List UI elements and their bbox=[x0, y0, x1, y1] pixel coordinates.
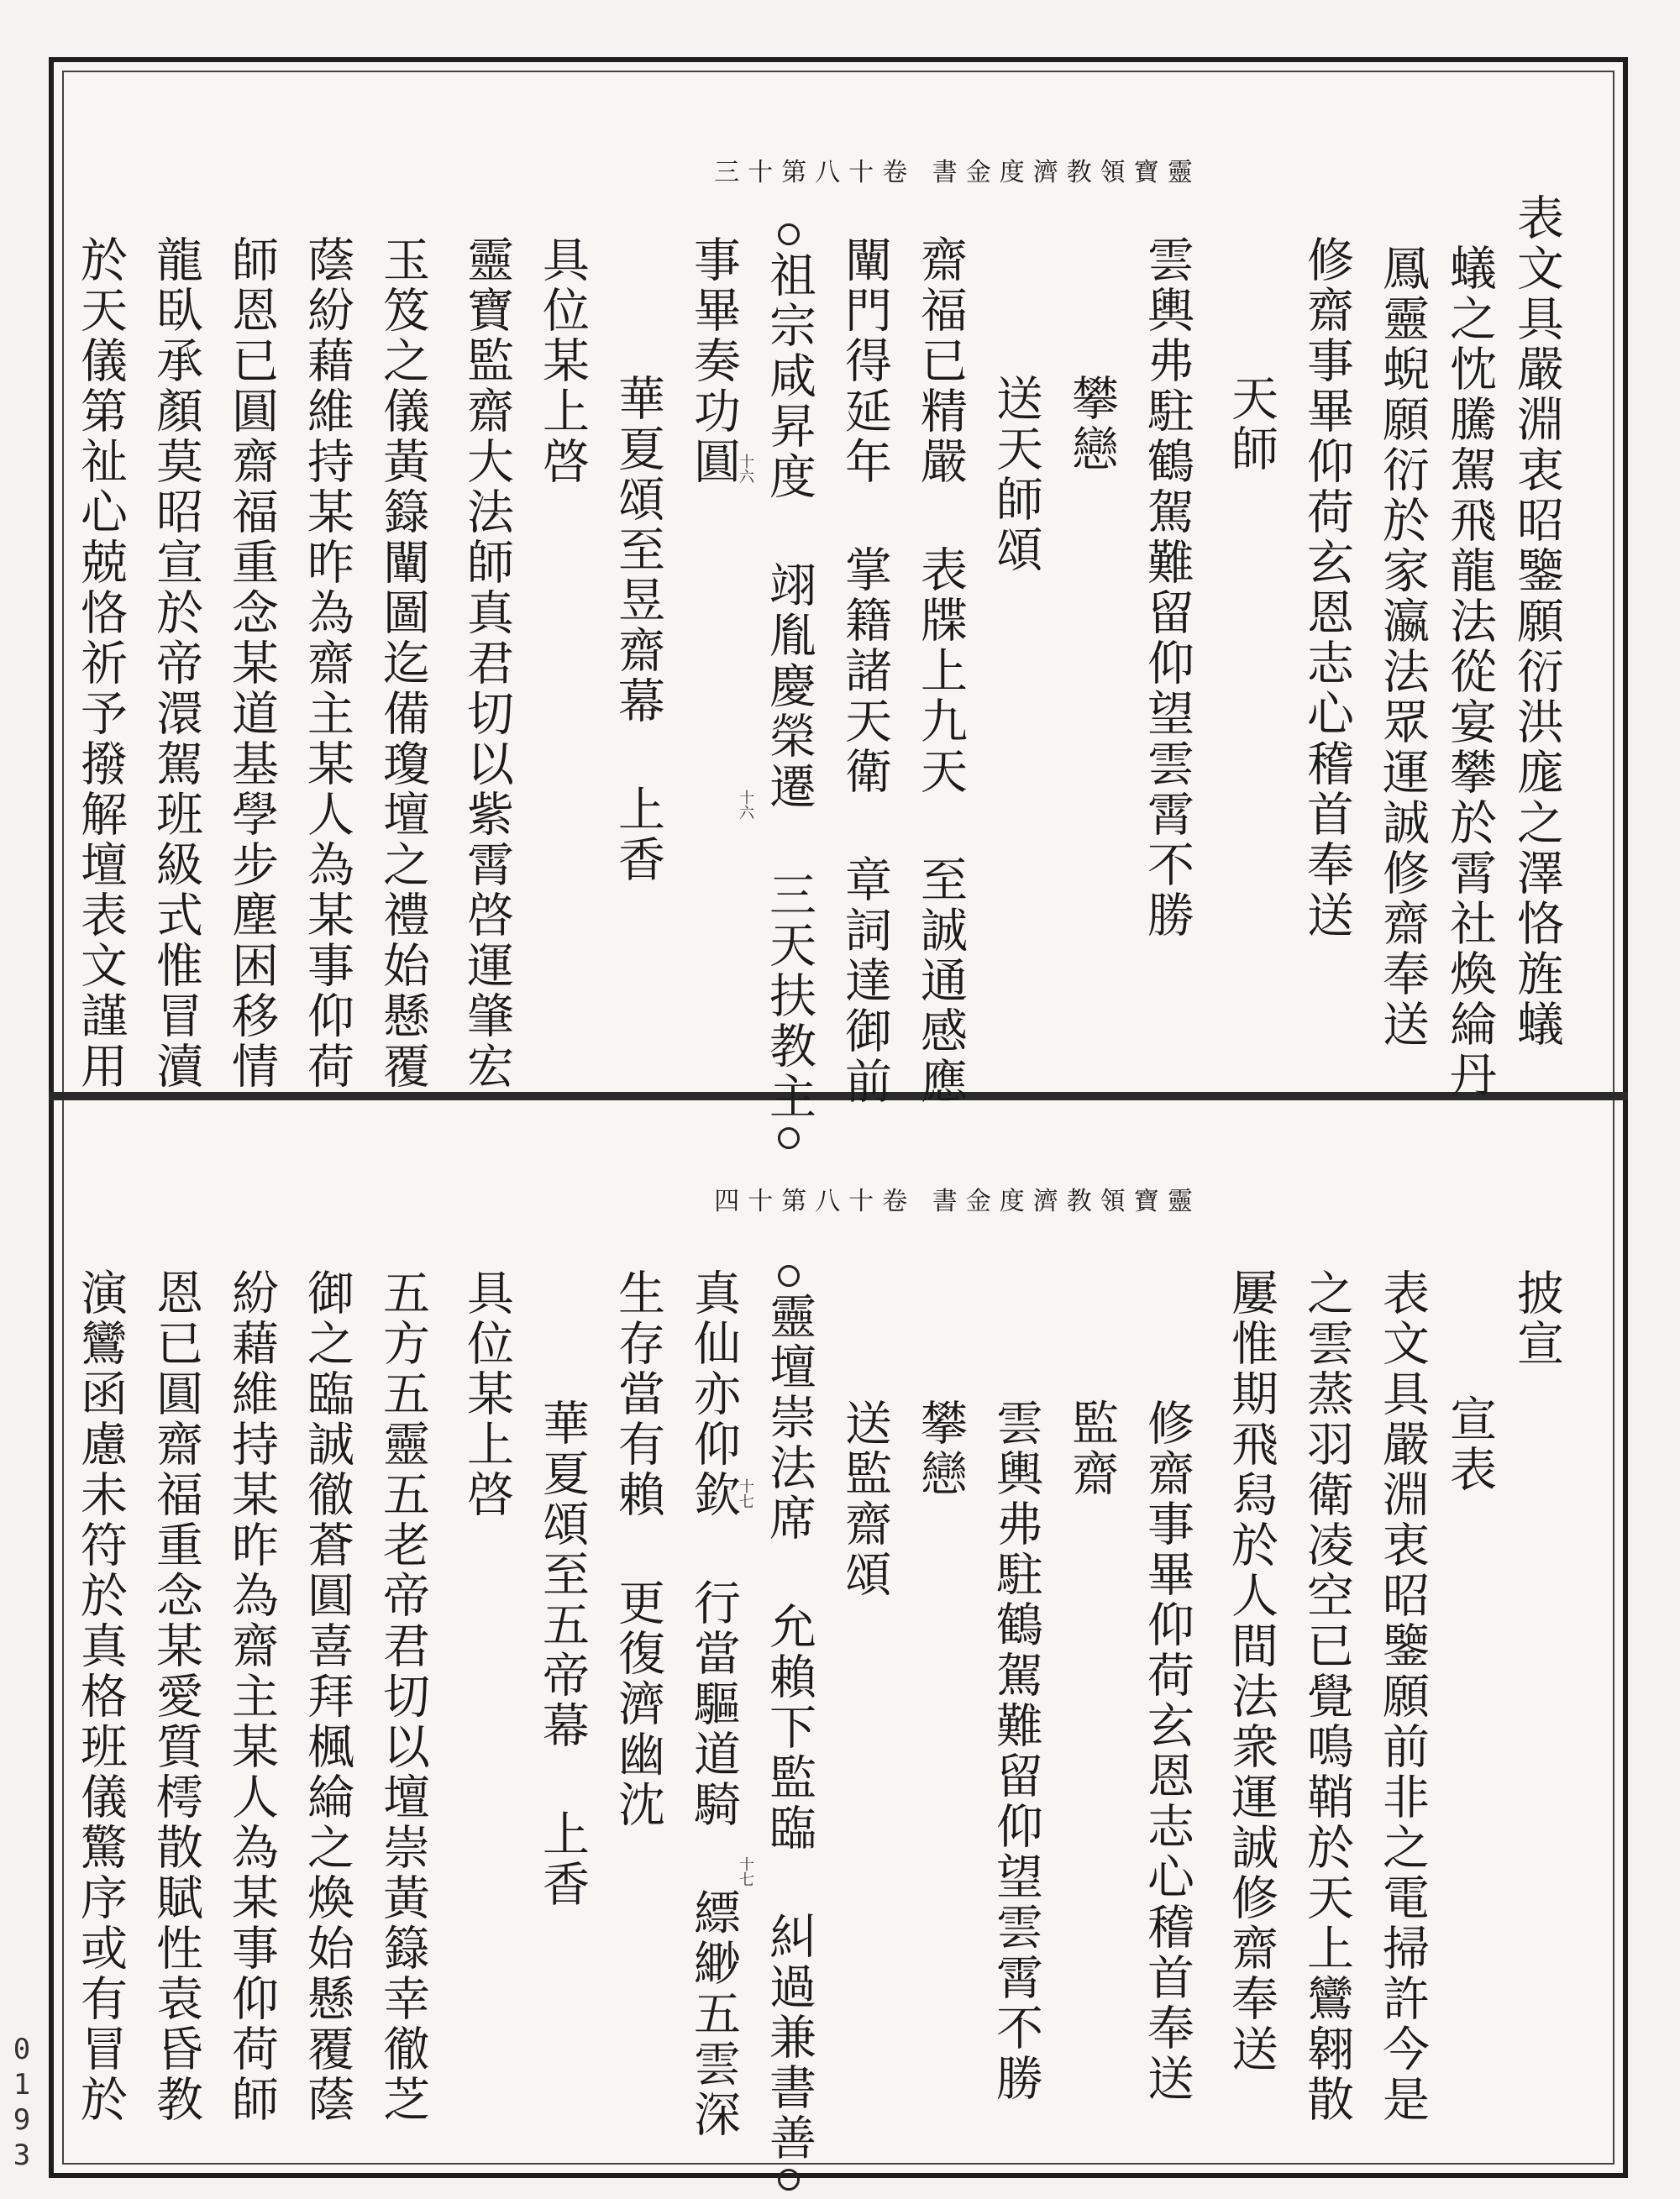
top-col-2: 蟻之忱騰駕飛龍法從宴攀於霄社煥綸丹 bbox=[1442, 244, 1497, 1100]
bottom-col-8: 雲輿弗駐鶴駕難留仰望雲霄不勝 bbox=[989, 1399, 1043, 2104]
bottom-col-6: 修齋事畢仰荷玄恩志心稽首奉送 bbox=[1140, 1399, 1194, 2104]
top-col-5: 天師 bbox=[1224, 374, 1278, 475]
bottom-col-11 bbox=[763, 1260, 815, 2196]
top-col-10: 闡門得延年 掌籍諸天衛 章詞達御前 bbox=[837, 235, 892, 1107]
top-col-6: 雲輿弗駐鶴駕難留仰望雲霄不勝 bbox=[1140, 235, 1194, 941]
top-col-20: 於天儀第祉心兢恪祈予撥解壇表文謹用 bbox=[73, 235, 128, 1092]
bottom-col-19: 恩已圓齋福重念某愛質樗散賦性袁昏教 bbox=[149, 1268, 203, 2125]
top-margin-note-1: 十六 bbox=[737, 454, 754, 484]
top-col-17: 蔭紛藉維持某昨為齋主某人為某事仰荷 bbox=[300, 235, 354, 1092]
bottom-margin-note-2: 十七 bbox=[737, 1856, 754, 1887]
bottom-margin-note-1: 十七 bbox=[737, 1478, 754, 1509]
bottom-col-9: 攀戀 bbox=[913, 1399, 968, 1499]
circle-mark bbox=[778, 2169, 800, 2191]
top-col-7: 攀戀 bbox=[1064, 374, 1119, 475]
top-col-1: 表文具嚴淵衷昭鑒願衍洪庬之澤恪旌蟻 bbox=[1509, 193, 1564, 1050]
top-col-3: 鳳靈蜺願衍於家瀛法眾運誠修齋奉送 bbox=[1375, 244, 1430, 1050]
bottom-col-11-text: 靈壇崇法席 允賴下監臨 糾過兼書善 bbox=[762, 1292, 816, 2164]
circle-mark bbox=[778, 1265, 800, 1287]
bottom-col-4: 之雲蒸羽衛凌空已覺鳴鞘於天上鸞翱散 bbox=[1299, 1268, 1354, 2125]
top-col-18: 師恩已圓齋福重念某道基學步塵困移情 bbox=[224, 235, 279, 1092]
top-col-19: 龍臥承顏莫昭宣於帝澴駕班級式惟冒瀆 bbox=[149, 235, 203, 1092]
bottom-col-7: 監齋 bbox=[1064, 1399, 1119, 1499]
top-running-header: 靈寶領教濟度金書 卷十八第十三 bbox=[714, 158, 1201, 187]
top-margin-note-2: 十六 bbox=[737, 790, 754, 820]
top-col-4: 修齋事畢仰荷玄恩志心稽首奉送 bbox=[1299, 235, 1354, 941]
top-panel bbox=[73, 76, 1588, 1122]
bottom-col-10: 送監齋頌 bbox=[837, 1399, 892, 1600]
top-col-16: 玉笈之儀黃籙闡圖迄備瓊壇之禮始懸覆 bbox=[375, 235, 430, 1092]
top-col-14: 具位某上啓 bbox=[535, 235, 590, 487]
bottom-col-15: 具位某上啓 bbox=[459, 1268, 514, 1520]
bottom-col-16: 五方五靈五老帝君切以壇崇黃籙幸徹芝 bbox=[375, 1268, 430, 2125]
bottom-col-14: 華夏頌至五帝幕 上香 bbox=[535, 1399, 590, 1910]
bottom-panel bbox=[73, 1117, 1588, 2164]
bottom-col-2: 宣表 bbox=[1442, 1394, 1497, 1495]
bottom-col-20: 演鸞函慮未符於真格班儀驚序或有冒於 bbox=[73, 1268, 128, 2125]
bottom-col-18: 紛藉維持某昨為齋主某人為某事仰荷師 bbox=[224, 1268, 279, 2125]
top-col-13: 華夏頌至昱齋幕 上香 bbox=[611, 374, 665, 885]
bottom-col-13: 生存當有賴 更復濟幽沈 bbox=[611, 1268, 665, 1830]
bottom-col-17: 御之臨誠徹蒼圓喜拜楓綸之煥始懸覆蔭 bbox=[300, 1268, 354, 2125]
bottom-running-header: 靈寶領教濟度金書 卷十八第十四 bbox=[714, 1187, 1201, 1216]
top-col-12: 事畢奏功圓 bbox=[686, 235, 741, 487]
bottom-col-1: 披宣 bbox=[1509, 1268, 1564, 1369]
top-col-8: 送天師頌 bbox=[989, 374, 1043, 575]
bottom-col-5: 屢惟期飛舄於人間法衆運誠修齋奉送 bbox=[1224, 1268, 1278, 2075]
bottom-col-12: 真仙亦仰欽 行當驅道騎 縹緲五雲深 bbox=[686, 1268, 741, 2140]
top-col-9: 齋福已精嚴 表牒上九天 至誠通感應 bbox=[913, 235, 968, 1107]
top-col-11 bbox=[763, 218, 815, 1154]
top-col-11-text: 祖宗咸昇度 翊胤慶榮遷 三天扶教主 bbox=[762, 250, 816, 1122]
bottom-col-3: 表文具嚴淵衷昭鑒願前非之電掃許今是 bbox=[1375, 1268, 1430, 2125]
top-col-15: 靈寶監齋大法師真君切以紫霄啓運肇宏 bbox=[459, 235, 514, 1092]
circle-mark bbox=[778, 223, 800, 245]
page-number: 0193 bbox=[5, 2033, 39, 2174]
